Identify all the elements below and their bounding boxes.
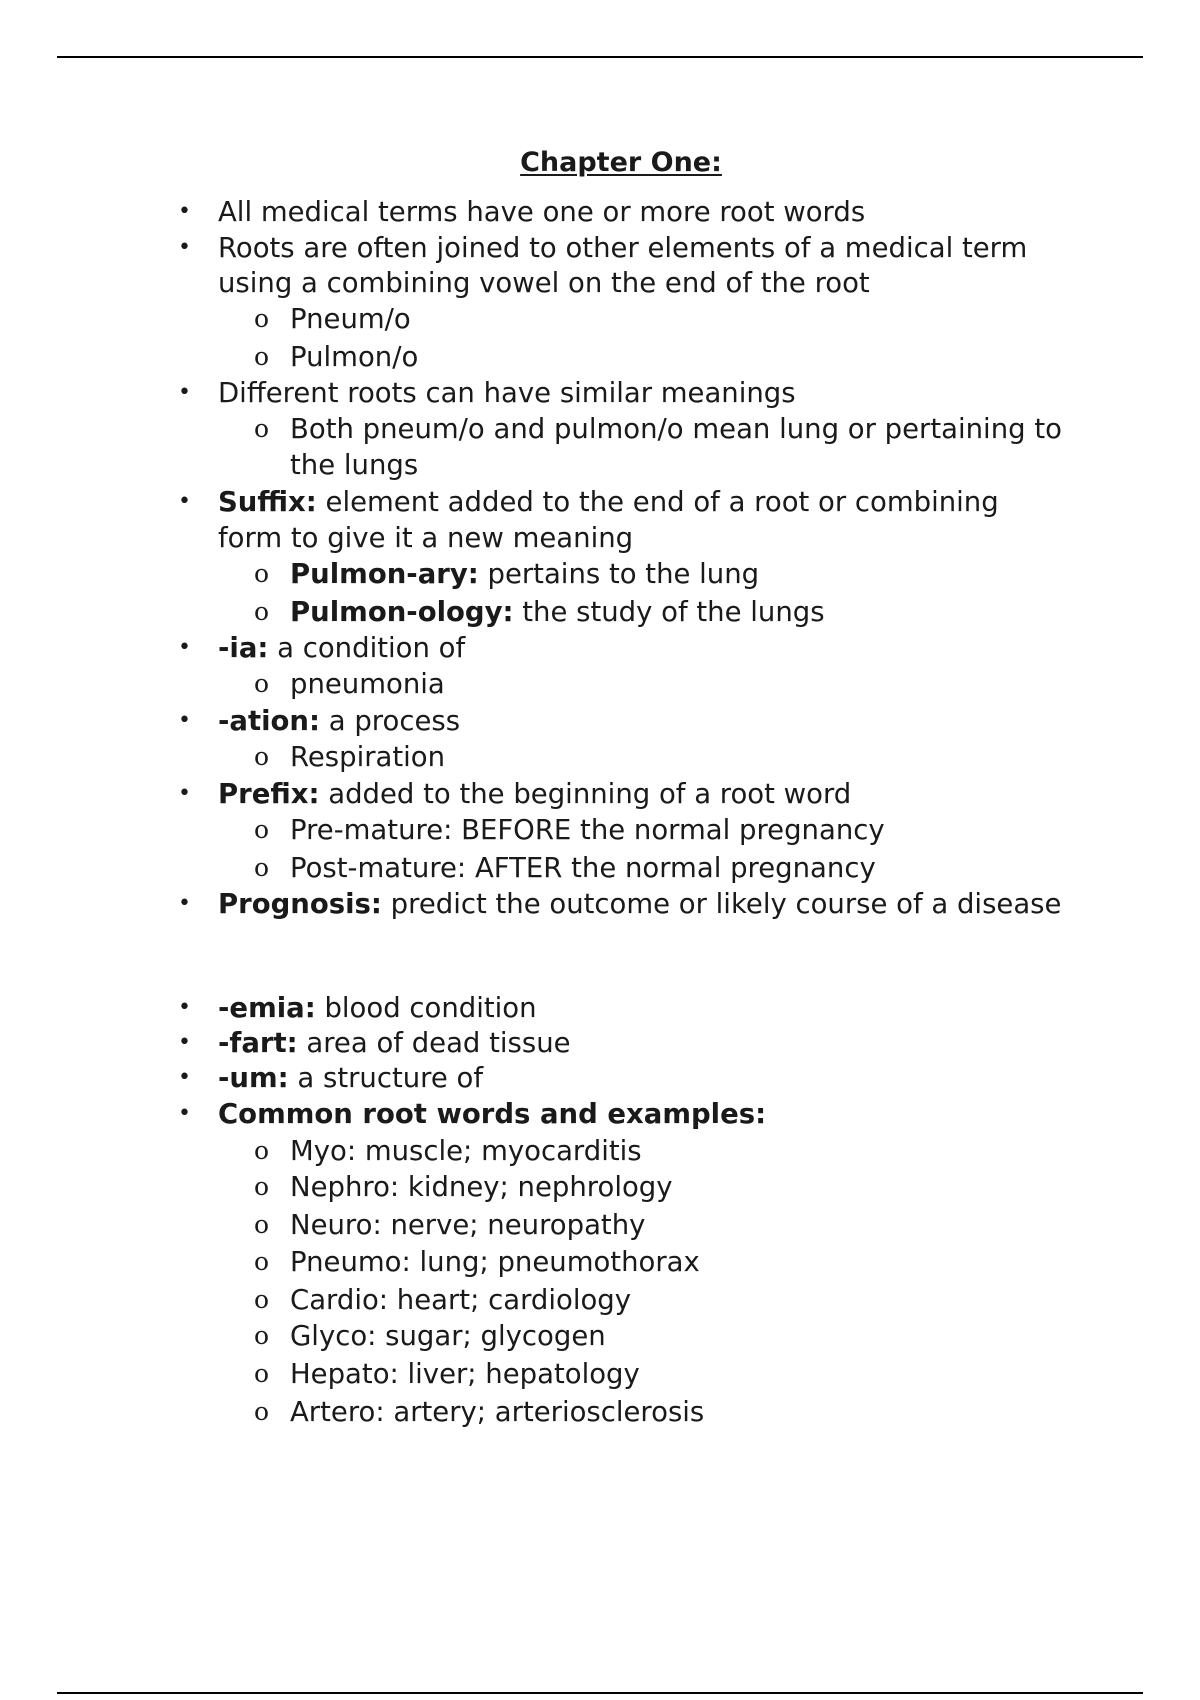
sub-bullet-icon: o [254, 1285, 270, 1314]
page-top-rule [57, 56, 1143, 58]
item-text [218, 776, 851, 812]
item-text: pneumonia [290, 668, 445, 700]
term-definition: a condition of [268, 632, 466, 664]
item-text [218, 990, 537, 1026]
item-text: All medical terms have one or more root words [218, 196, 866, 228]
sub-bullet-icon: o [254, 742, 270, 771]
item-text: Cardio: heart; cardiology [290, 1284, 632, 1316]
bullet-icon: • [178, 199, 191, 224]
item-text: the lungs [290, 449, 419, 481]
sub-bullet-icon: o [254, 342, 270, 371]
bullet-icon: • [178, 708, 191, 733]
sub-bullet-icon: o [254, 414, 270, 443]
term-definition: added to the beginning of a root word [319, 778, 852, 810]
term-definition: element added to the end of a root or combining [316, 486, 999, 518]
item-text: Hepato: liver; hepatology [290, 1358, 640, 1390]
item-text: Artero: artery; arteriosclerosis [290, 1396, 705, 1428]
term-label: Suffix: [218, 486, 317, 518]
chapter-title: Chapter One: [520, 147, 722, 178]
item-text: Glyco: sugar; glycogen [290, 1320, 606, 1352]
sub-bullet-icon: o [254, 559, 270, 588]
sub-bullet-icon: o [254, 304, 270, 333]
item-text: Myo: muscle; myocarditis [290, 1135, 642, 1167]
item-text: using a combining vowel on the end of the root [218, 267, 870, 299]
term-label: -ia: [218, 632, 269, 664]
term-label: -fart: [218, 1027, 298, 1059]
item-text [218, 1096, 766, 1132]
bullet-icon: • [178, 1101, 191, 1126]
term-definition: area of dead tissue [297, 1027, 571, 1059]
sub-bullet-icon: o [254, 1397, 270, 1426]
bullet-icon: • [178, 380, 191, 405]
item-text: Post-mature: AFTER the normal pregnancy [290, 852, 876, 884]
term-label: -emia: [218, 992, 316, 1024]
term-definition: pertains to the lung [478, 558, 760, 590]
sub-bullet-icon: o [254, 1172, 270, 1201]
item-text: Roots are often joined to other elements of a medical term [218, 232, 1028, 264]
item-text: Pre-mature: BEFORE the normal pregnancy [290, 814, 885, 846]
item-text [218, 484, 999, 520]
term-label: -um: [218, 1062, 289, 1094]
bullet-icon: • [178, 891, 191, 916]
item-text: Both pneum/o and pulmon/o mean lung or pertaining to [290, 413, 1062, 445]
sub-bullet-icon: o [254, 1136, 270, 1165]
term-definition: the study of the lungs [513, 596, 825, 628]
sub-bullet-icon: o [254, 669, 270, 698]
item-text: Pneumo: lung; pneumothorax [290, 1246, 700, 1278]
bullet-icon: • [178, 235, 191, 260]
sub-bullet-icon: o [254, 1321, 270, 1350]
bullet-icon: • [178, 1030, 191, 1055]
item-text: Respiration [290, 741, 446, 773]
item-text: Pneum/o [290, 303, 411, 335]
sub-bullet-icon: o [254, 1210, 270, 1239]
item-text [218, 1060, 483, 1096]
page-bottom-rule [57, 1692, 1143, 1694]
term-definition: a process [320, 705, 461, 737]
term-definition: blood condition [315, 992, 537, 1024]
sub-bullet-icon: o [254, 1247, 270, 1276]
term-label: Pulmon-ology: [290, 596, 514, 628]
item-text: Different roots can have similar meanings [218, 377, 796, 409]
item-text [290, 556, 759, 592]
bullet-icon: • [178, 995, 191, 1020]
item-text: Pulmon/o [290, 341, 419, 373]
term-definition: a structure of [288, 1062, 484, 1094]
item-text: Nephro: kidney; nephrology [290, 1171, 673, 1203]
bullet-icon: • [178, 1065, 191, 1090]
term-label: Pulmon-ary: [290, 558, 479, 590]
term-label: Prognosis: [218, 888, 382, 920]
bullet-icon: • [178, 781, 191, 806]
item-text [218, 1025, 571, 1061]
bullet-icon: • [178, 489, 191, 514]
sub-bullet-icon: o [254, 853, 270, 882]
item-text: form to give it a new meaning [218, 522, 634, 554]
term-label: Common root words and examples: [218, 1098, 767, 1130]
term-label: -ation: [218, 705, 321, 737]
term-label: Prefix: [218, 778, 320, 810]
item-text: Neuro: nerve; neuropathy [290, 1209, 646, 1241]
bullet-icon: • [178, 635, 191, 660]
item-text [218, 630, 465, 666]
term-definition: predict the outcome or likely course of a disease [381, 888, 1062, 920]
sub-bullet-icon: o [254, 597, 270, 626]
item-text [218, 703, 460, 739]
sub-bullet-icon: o [254, 815, 270, 844]
item-text [218, 886, 1061, 922]
item-text [290, 594, 825, 630]
sub-bullet-icon: o [254, 1359, 270, 1388]
